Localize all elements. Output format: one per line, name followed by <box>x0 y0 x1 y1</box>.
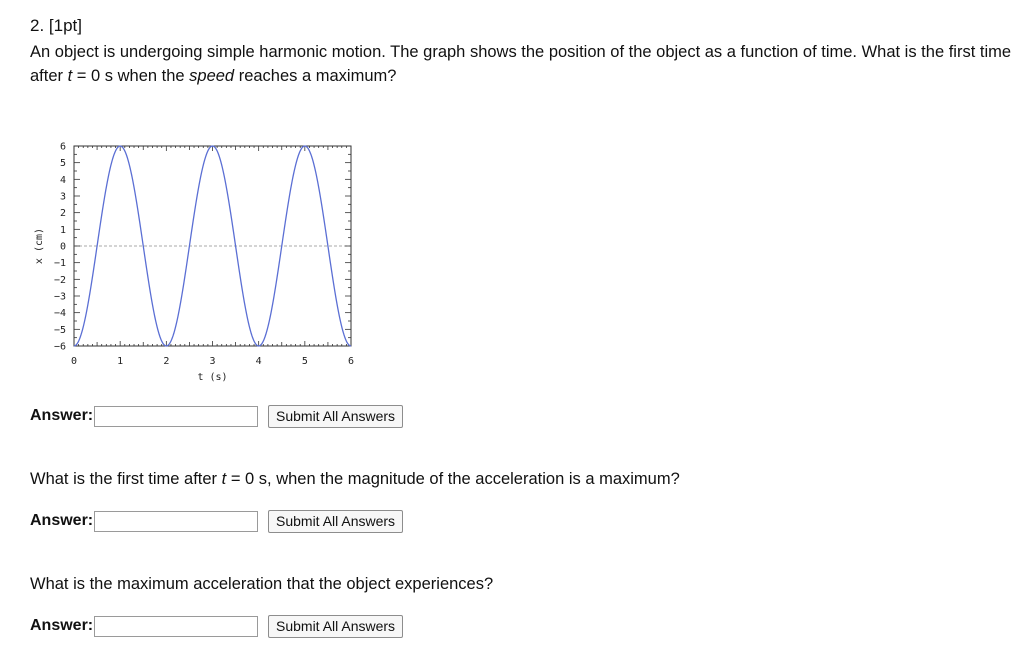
subquestion-max-acceleration <box>30 575 493 594</box>
y-tick-label: 2 <box>59 208 66 220</box>
answer-input-2[interactable] <box>94 511 258 532</box>
y-tick-label: 1 <box>59 224 66 236</box>
submit-all-answers-button[interactable]: Submit All Answers <box>268 615 403 638</box>
y-axis-label: x (cm) <box>34 227 45 265</box>
y-tick-label: −2 <box>53 274 66 286</box>
y-tick-label: −6 <box>53 341 66 353</box>
answer-label: Answer: <box>30 512 94 529</box>
answer-input-1[interactable] <box>94 406 258 427</box>
question-text-part: An object is undergoing simple harmonic motion. The graph shows the position of the object as a function of time. What is the first time after <box>30 43 1012 85</box>
y-tick-label: −5 <box>53 324 66 336</box>
answer-row-1 <box>30 404 403 428</box>
submit-all-answers-button[interactable]: Submit All Answers <box>268 405 403 428</box>
y-tick-label: 6 <box>59 141 66 153</box>
x-tick-label: 4 <box>255 356 262 367</box>
question-text <box>30 40 1015 88</box>
chart-svg <box>28 132 368 392</box>
y-tick-label: 0 <box>59 241 66 253</box>
subquestion-acceleration-time <box>30 470 680 489</box>
y-tick-label: 4 <box>59 174 66 186</box>
question-text-part: reaches a maximum? <box>234 67 397 85</box>
y-tick-label: −3 <box>53 291 66 303</box>
x-axis-label: t (s) <box>197 372 228 383</box>
x-tick-label: 5 <box>301 356 308 367</box>
x-tick-label: 6 <box>347 356 355 367</box>
answer-input-3[interactable] <box>94 616 258 637</box>
position-time-graph <box>28 132 368 392</box>
answer-row-2 <box>30 509 403 533</box>
submit-all-answers-button[interactable]: Submit All Answers <box>268 510 403 533</box>
x-tick-label: 1 <box>117 356 124 367</box>
answer-row-3 <box>30 614 403 638</box>
subquestion-text-part: = 0 s, when the magnitude of the acceleration is a maximum? <box>226 470 680 488</box>
speed-word: speed <box>189 67 235 85</box>
subquestion-text: What is the maximum acceleration that the object experiences? <box>30 575 494 593</box>
question-text-part: = 0 s when the <box>72 67 190 85</box>
y-tick-label: −1 <box>53 258 66 270</box>
y-tick-label: 5 <box>59 158 66 170</box>
x-tick-label: 0 <box>70 356 78 367</box>
time-variable: t <box>67 67 73 85</box>
x-tick-label: 3 <box>209 356 216 367</box>
answer-label: Answer: <box>30 407 94 424</box>
y-tick-label: 3 <box>59 191 66 203</box>
x-tick-label: 2 <box>163 356 170 367</box>
answer-label: Answer: <box>30 617 94 634</box>
question-number: 2. [1pt] <box>30 16 82 35</box>
time-variable: t <box>221 470 227 488</box>
y-tick-label: −4 <box>53 308 66 320</box>
subquestion-text-part: What is the first time after <box>30 470 222 488</box>
